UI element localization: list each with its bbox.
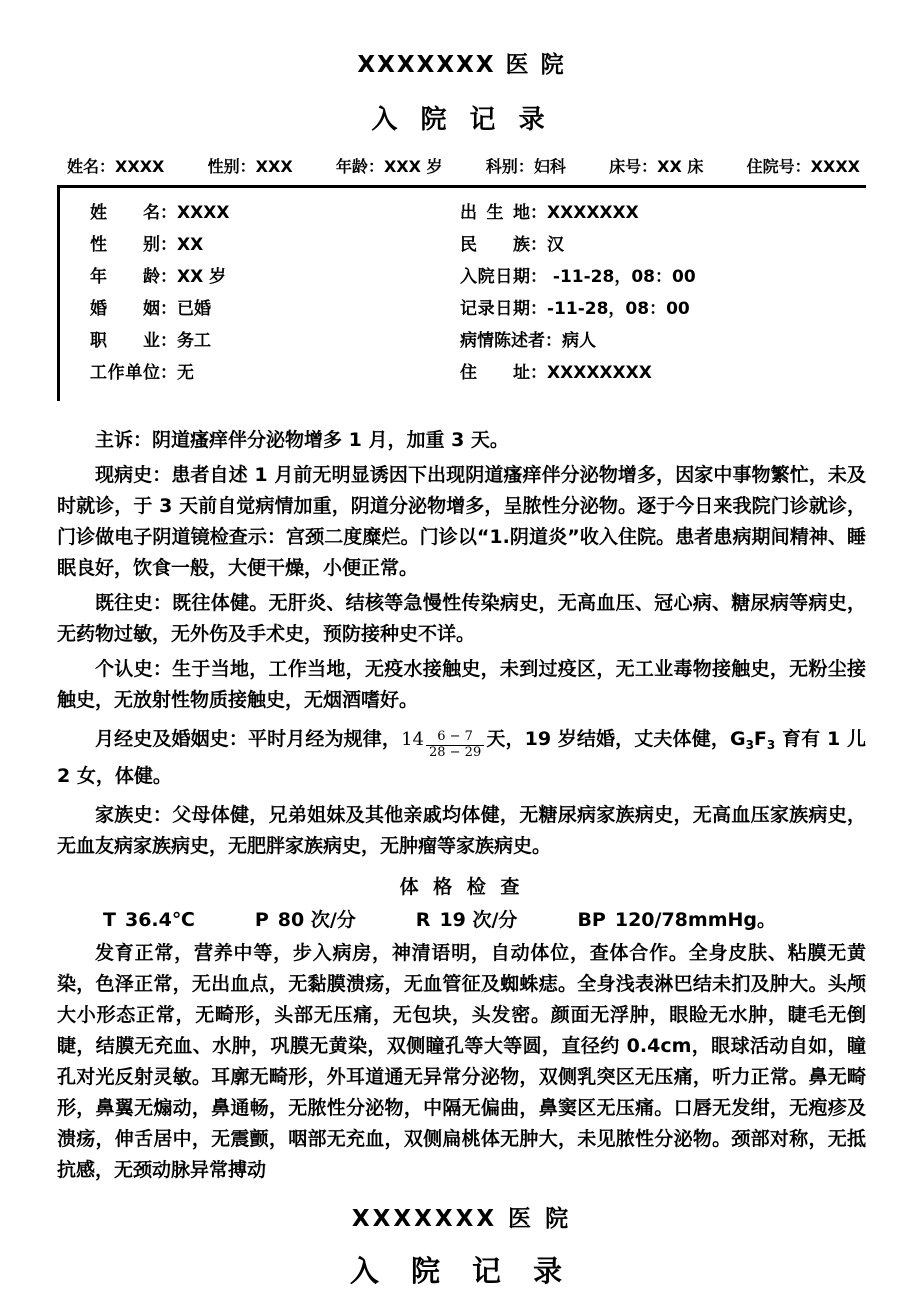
field-label: 工作单位 xyxy=(90,363,160,383)
present-illness-history: 现病史：患者自述 1 月前无明显诱因下出现阴道瘙痒伴分泌物增多，因家中事物繁忙，未及时就诊，于 3 天前自觉病情加重，阴道分泌物增多，呈脓性分泌物。逐于今日来我院门诊就诊，门诊做电子阴道镜检查示：宫颈二度糜烂。门诊以“1.阴道炎”收入住院。患者患病期间精神、睡眠良好，饮食一般，大便干燥，小便正常。 xyxy=(57,464,866,579)
general-exam-findings: 发育正常，营养中等，步入病房，神清语明，自动体位，查体合作。全身皮肤、粘膜无黄染，色泽正常，无出血点，无黏膜溃疡，无血管征及蜘蛛痣。全身浅表淋巴结未扪及肿大。头颅大小形态正常，无畸形，头部无压痛，无包块，头发密。颜面无浮肿，眼睑无水肿，睫毛无倒睫，结膜无充血、水肿，巩膜无黄染，双侧瞳孔等大等圆，直径约 0.4cm，眼球活动自如，瞳孔对光反射灵敏。耳廓无畸形，外耳道通无异常分泌物，双侧乳突区无压痛，听力正常。鼻无畸形，鼻翼无煽动，鼻通畅，无脓性分泌物，中隔无偏曲，鼻窦区无压痛。口唇无发绀，无疱疹及溃疡，伸舌居中，无震颤，咽部无充血，双侧扁桃体无肿大，未见脓性分泌物。颈部对称，无抵抗感，无颈动脉异常搏动 xyxy=(57,942,866,1181)
field-label: 住址 xyxy=(460,363,530,383)
bar-item-bed xyxy=(609,154,703,177)
field-label: 民族 xyxy=(460,235,530,255)
colon: ： xyxy=(530,299,547,319)
bar-value: XXXX xyxy=(115,157,165,176)
chief-complaint: 主诉：阴道瘙痒伴分泌物增多 1 月，加重 3 天。 xyxy=(95,429,509,451)
personal-history: 个认史：生于当地，工作当地，无疫水接触史，未到过疫区，无工业毒物接触史，无粉尘接触史，无放射性物质接触史，无烟酒嗜好。 xyxy=(57,658,866,711)
field-value: XXXX xyxy=(177,203,230,223)
menstrual-text: 天，19 岁结婚，丈夫体健， xyxy=(486,728,730,750)
vital-blood-pressure xyxy=(577,905,776,936)
bar-item-age xyxy=(336,154,443,177)
info-row-birthplace xyxy=(460,197,866,229)
bar-item-name xyxy=(67,154,164,177)
patient-info-table xyxy=(57,188,866,401)
info-row-admission-date xyxy=(460,261,866,293)
bar-label: 住院号 xyxy=(746,157,795,176)
info-row-name xyxy=(90,197,460,229)
bar-label: 科别 xyxy=(485,157,518,176)
info-row-sex xyxy=(90,229,460,261)
colon: ： xyxy=(160,203,177,223)
record-body xyxy=(57,425,866,1186)
bar-item-sex xyxy=(208,154,293,177)
fraction-denominator: 28 − 29 xyxy=(428,745,482,760)
physical-exam-heading: 体 格 检 查 xyxy=(399,876,524,898)
colon: ： xyxy=(530,235,547,255)
bar-value: XXX xyxy=(255,157,293,176)
field-label: 入院日期 xyxy=(460,267,530,287)
vital-value: 19 次/分 xyxy=(439,909,518,931)
para-subscript: 3 xyxy=(766,738,776,752)
family-history: 家族史：父母体健，兄弟姐妹及其他亲戚均体健，无糖尿病家族病史，无高血压家族病史，无血友病家族病史，无肥胖家族病史，无肿瘤等家族病史。 xyxy=(57,804,866,857)
field-value: 无 xyxy=(177,363,194,383)
menstrual-text: 月经史及婚姻史：平时月经为规律， xyxy=(95,728,402,750)
colon: ： xyxy=(160,299,177,319)
vital-value: 80 次/分 xyxy=(277,909,356,931)
bar-item-department xyxy=(486,154,566,177)
footer-hospital-title: XXXXXXX 医 院 xyxy=(351,1206,572,1232)
field-label: 性别 xyxy=(90,235,160,255)
vital-respiration xyxy=(416,905,518,936)
info-row-employer xyxy=(90,357,460,389)
field-value: XXXXXXX xyxy=(547,203,639,223)
field-label: 婚姻 xyxy=(90,299,160,319)
field-label: 姓名 xyxy=(90,203,160,223)
info-row-address xyxy=(460,357,866,389)
bar-label: 床号 xyxy=(609,157,642,176)
colon: ： xyxy=(517,157,534,176)
bar-value: XXXX xyxy=(810,157,860,176)
footer-record-title: 入 院 记 录 xyxy=(349,1254,574,1288)
field-value: 病人 xyxy=(562,331,596,351)
vital-label: T xyxy=(103,909,116,931)
patient-summary-bar xyxy=(57,154,866,188)
colon: ： xyxy=(794,157,811,176)
field-value: 已婚 xyxy=(177,299,211,319)
info-row-ethnicity xyxy=(460,229,866,261)
colon: ： xyxy=(99,157,116,176)
colon: ： xyxy=(641,157,658,176)
menstrual-text: 育有 1 儿 2 女，体健。 xyxy=(57,728,866,787)
vital-value: 120/78mmHg。 xyxy=(614,909,776,931)
vital-label: P xyxy=(254,909,269,931)
hospital-title: XXXXXXX 医 院 xyxy=(357,52,566,78)
info-row-marital-status xyxy=(90,293,460,325)
cycle-fraction xyxy=(426,730,484,761)
colon: ： xyxy=(530,363,547,383)
bar-label: 性别 xyxy=(207,157,240,176)
bar-label: 姓名 xyxy=(67,157,100,176)
field-value: 务工 xyxy=(177,331,211,351)
field-value: -11-28，08：00 xyxy=(547,267,696,287)
field-value: XX xyxy=(177,235,204,255)
colon: ： xyxy=(545,331,562,351)
bar-value: XX 床 xyxy=(657,157,704,176)
info-column-right xyxy=(460,197,866,389)
field-label: 病情陈述者 xyxy=(460,331,545,351)
vital-pulse xyxy=(255,905,356,936)
para-letter: F xyxy=(753,728,767,750)
colon: ： xyxy=(160,363,177,383)
vital-value: 36.4℃ xyxy=(124,909,195,931)
field-value: XX 岁 xyxy=(177,267,227,287)
bar-value: 妇科 xyxy=(533,157,566,176)
colon: ： xyxy=(530,267,547,287)
colon: ： xyxy=(530,203,547,223)
field-value: 汉 xyxy=(547,235,564,255)
colon: ： xyxy=(160,331,177,351)
field-label: 年龄 xyxy=(90,267,160,287)
vital-signs-row xyxy=(57,905,866,936)
gravida-subscript: 3 xyxy=(745,738,754,752)
field-value: -11-28，08：00 xyxy=(547,299,690,319)
field-label: 职业 xyxy=(90,331,160,351)
info-row-occupation xyxy=(90,325,460,357)
colon: ： xyxy=(160,267,177,287)
record-title: 入 院 记 录 xyxy=(371,105,552,135)
field-label: 记录日期 xyxy=(460,299,530,319)
vital-temperature xyxy=(103,905,195,936)
colon: ： xyxy=(239,157,256,176)
fraction-numerator: 6 − 7 xyxy=(426,730,484,746)
info-column-left xyxy=(90,197,460,389)
menstrual-marital-history xyxy=(57,724,866,792)
info-row-record-date xyxy=(460,293,866,325)
vital-label: BP xyxy=(577,909,606,931)
bar-value: XXX 岁 xyxy=(383,157,443,176)
info-row-history-provider xyxy=(460,325,866,357)
gravida-letter: G xyxy=(729,728,746,750)
past-medical-history: 既往史：既往体健。无肝炎、结核等急慢性传染病史，无高血压、冠心病、糖尿病等病史，无药物过敏，无外伤及手术史，预防接种史不详。 xyxy=(57,592,866,645)
colon: ： xyxy=(367,157,384,176)
bar-label: 年龄 xyxy=(335,157,368,176)
vital-label: R xyxy=(415,909,431,931)
field-value: XXXXXXXX xyxy=(547,363,652,383)
field-label: 出生地 xyxy=(460,203,530,223)
colon: ： xyxy=(160,235,177,255)
cycle-coefficient: 14 xyxy=(401,729,424,750)
bar-item-admission-number xyxy=(747,154,860,177)
info-row-age xyxy=(90,261,460,293)
